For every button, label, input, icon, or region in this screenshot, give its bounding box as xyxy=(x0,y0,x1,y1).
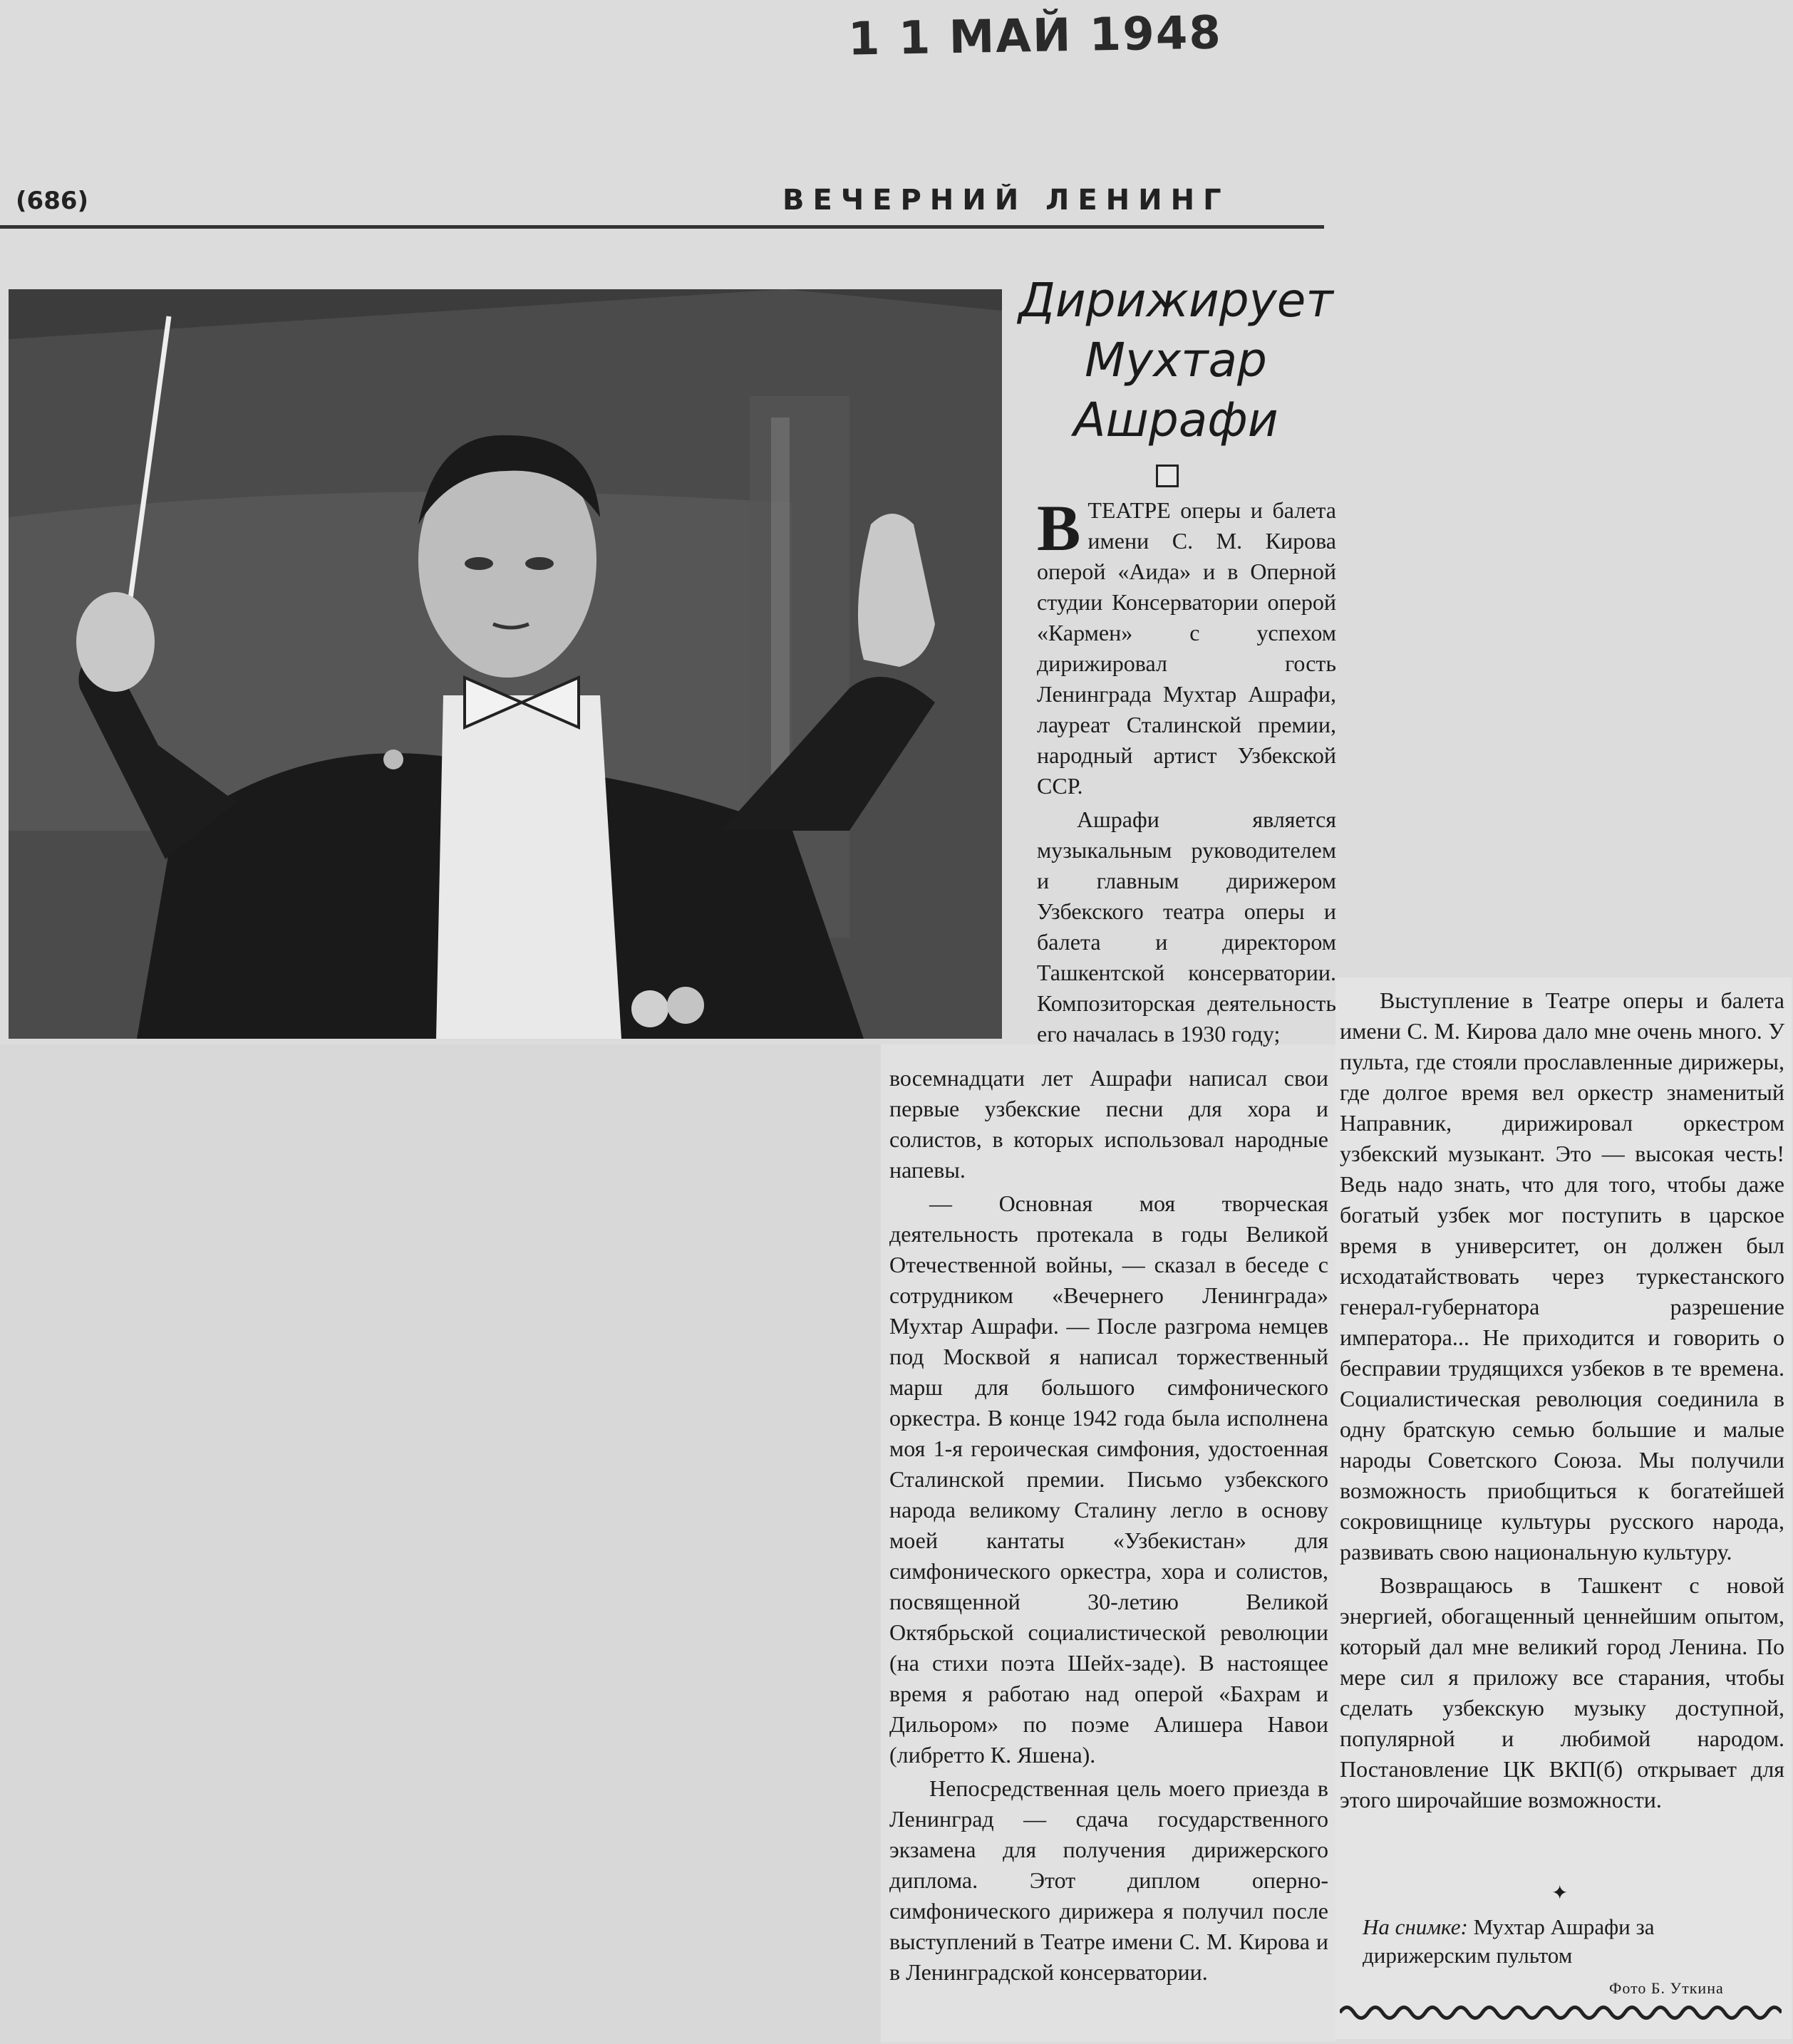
article-paragraph: Выступление в Театре оперы и балета имени С. М. Кирова дало мне очень много. У пульта, где стояли прославленные дирижеры, где долгое время вел оркестр знаменитый Направник, дирижировал оркестром узбекский музыкант. Это — высокая честь! Ведь надо знать, что для того, чтобы даже богатый узбек мог поступить в царское время в университет, он должен был исходатайствовать через туркестанского генерал-губернатора разрешение императора... Не приходится и говорить о бесправии трудящихся узбеков в те времена. Социалистическая революция соединила в одну братскую семью большие и малые народы Советского Союза. Мы получили возможность приобщиться к богатейшей сокровищнице культуры русского народа, развивать свою национальную культуру. xyxy=(1340,987,1784,1565)
caption-text: Мухтар Ашрафи за дирижерским пультом xyxy=(1363,1914,1655,1968)
article-paragraph: Непосредственная цель моего приезда в Ленинград — сдача государственного экзамена для получения дирижерского диплома. Этот диплом оперно-симфонического дирижера я получил после выступлений в Театре имени С. М. Кирова и в Ленинградской консерватории. xyxy=(889,1775,1328,1985)
photo-credit: Фото Б. Уткина xyxy=(1609,1979,1724,1997)
article-paragraph: восемнадцати лет Ашрафи написал свои первые узбекские песни для хора и солистов, в которых использовал народные напевы. xyxy=(889,1065,1328,1183)
article-paragraph: — Основная моя творческая деятельность протекала в годы Великой Отечественной войны, — сказал в беседе с сотрудником «Вечернего Ленинграда» Мухтар Ашрафи. — После разгрома немцев под Москвой я написал торжественный марш для большого симфонического оркестра. В конце 1942 года была исполнена моя 1-я героическая симфония, удостоенная Сталинской премии. Письмо узбекского народа великому Сталину легло в основу моей кантаты «Узбекистан» для симфонического оркестра, хора и солистов, посвященной 30-летию Великой Октябрьской социалистической революции (на стихи поэта Шейх-заде). В настоящее время я работаю над оперой «Бахрам и Дильором» по поэме Алишера Навои (либретто К. Яшена). xyxy=(889,1190,1328,1768)
article-paragraph: Ашрафи является музыкальным руководителем и главным дирижером Узбекского театра оперы и балета и директором Ташкентской консерватории. Композиторская деятельность его началась в 1930 году; xyxy=(1037,806,1336,1047)
caption-label: На снимке: xyxy=(1363,1914,1468,1939)
square-ornament-icon xyxy=(1156,465,1179,487)
drop-cap: В xyxy=(1037,492,1081,564)
date-stamp: 1 1 МАЙ 1948 xyxy=(847,6,1223,66)
divider-star-icon: ✦ xyxy=(1551,1882,1569,1904)
paragraph-text: ТЕАТРЕ оперы и балета имени С. М. Кирова оперой «Аида» и в Оперной студии Консерватории оперой «Кармен» с успехом дирижировал гость Ленинграда Мухтар Ашрафи, лауреат Сталинской премии, народный артист Узбекской ССР. xyxy=(1037,497,1336,799)
wavy-rule-divider xyxy=(1340,2002,1782,2023)
article-column-3 xyxy=(1340,985,1784,1818)
conductor-photo xyxy=(9,289,1002,1039)
newspaper-masthead: ВЕЧЕРНИЙ ЛЕНИНГ xyxy=(782,184,1230,217)
headline-line: Ашрафи xyxy=(1073,393,1278,447)
conductor-illustration xyxy=(9,289,1002,1039)
blank-clipping-area xyxy=(0,1044,881,2044)
issue-number: (686) xyxy=(16,187,89,215)
photo-caption xyxy=(1363,1913,1783,1970)
article-paragraph xyxy=(1037,492,1336,801)
article-paragraph: Возвращаюсь в Ташкент с новой энергией, обогащенный ценнейшим опытом, который дал мне великий город Ленина. По мере сил я приложу все старания, чтобы сделать узбекскую музыку доступной, популярной и любимой народом. Постановление ЦК ВКП(б) открывает для этого широчайшие возможности. xyxy=(1340,1572,1784,1812)
article-column-1 xyxy=(1037,492,1336,1052)
article-column-2 xyxy=(889,1063,1328,1991)
article-headline xyxy=(1012,271,1340,450)
masthead-rule xyxy=(0,225,1324,229)
headline-line: Мухтар xyxy=(1085,333,1267,388)
headline-line: Дирижирует xyxy=(1018,273,1333,328)
